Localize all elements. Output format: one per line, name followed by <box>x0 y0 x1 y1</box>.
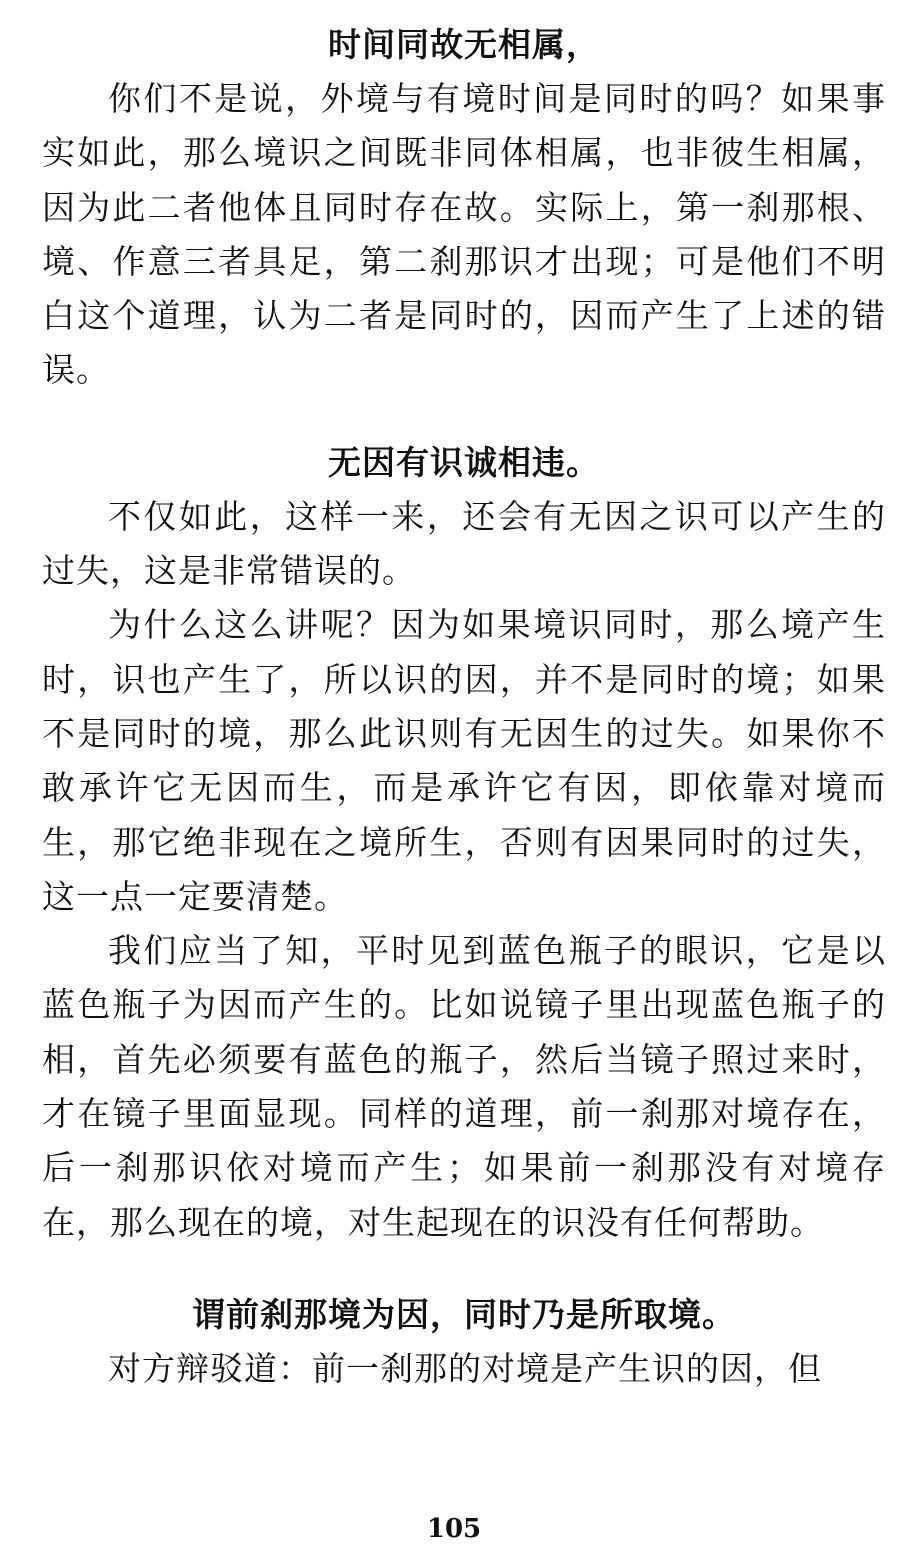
page-number: 105 <box>426 1514 482 1544</box>
section-gap <box>42 1250 886 1288</box>
paragraph: 对方辩驳道：前一刹那的对境是产生识的因，但 <box>108 1348 822 1388</box>
section-gap <box>42 398 886 436</box>
paragraph: 为什么这么讲呢？因为如果境识同时，那么境产生时，识也产生了，所以识的因，并不是同时的境；如果不是同时的境，那么此识则有无因生的过失。如果你不敢承许它无因而生，而是承许它有因，即依靠对境而生，那它绝非现在之境所生，否则有因果同时的过失，这一点一定要清楚。 <box>42 605 886 916</box>
paragraph: 不仅如此，这样一来，还会有无因之识可以产生的过失，这是非常错误的。 <box>42 496 886 591</box>
verse-heading: 谓前刹那境为因，同时乃是所取境。 <box>192 1294 736 1334</box>
verse-heading: 无因有识诚相违。 <box>328 442 600 482</box>
paragraph: 我们应当了知，平时见到蓝色瓶子的眼识，它是以蓝色瓶子为因而产生的。比如说镜子里出现蓝色瓶子的相，首先必须要有蓝色的瓶子，然后当镜子照过来时，才在镜子里面显现。同样的道理，前一刹那对境存在，后一刹那识依对境而产生；如果前一刹那没有对境存在，那么现在的境，对生起现在的识没有任何帮助。 <box>42 931 886 1242</box>
section-1 <box>42 18 886 398</box>
verse-heading: 时间同故无相属， <box>328 25 600 64</box>
paragraph: 你们不是说，外境与有境时间是同时的吗？如果事实如此，那么境识之间既非同体相属，也非彼生相属，因为此二者他体且同时存在故。实际上，第一刹那根、境、作意三者具足，第二刹那识才出现；可是他们不明白这个道理，认为二者是同时的，因而产生了上述的错误。 <box>42 79 886 390</box>
page-body <box>42 18 886 1396</box>
section-2 <box>42 436 886 1250</box>
section-3 <box>42 1288 886 1396</box>
